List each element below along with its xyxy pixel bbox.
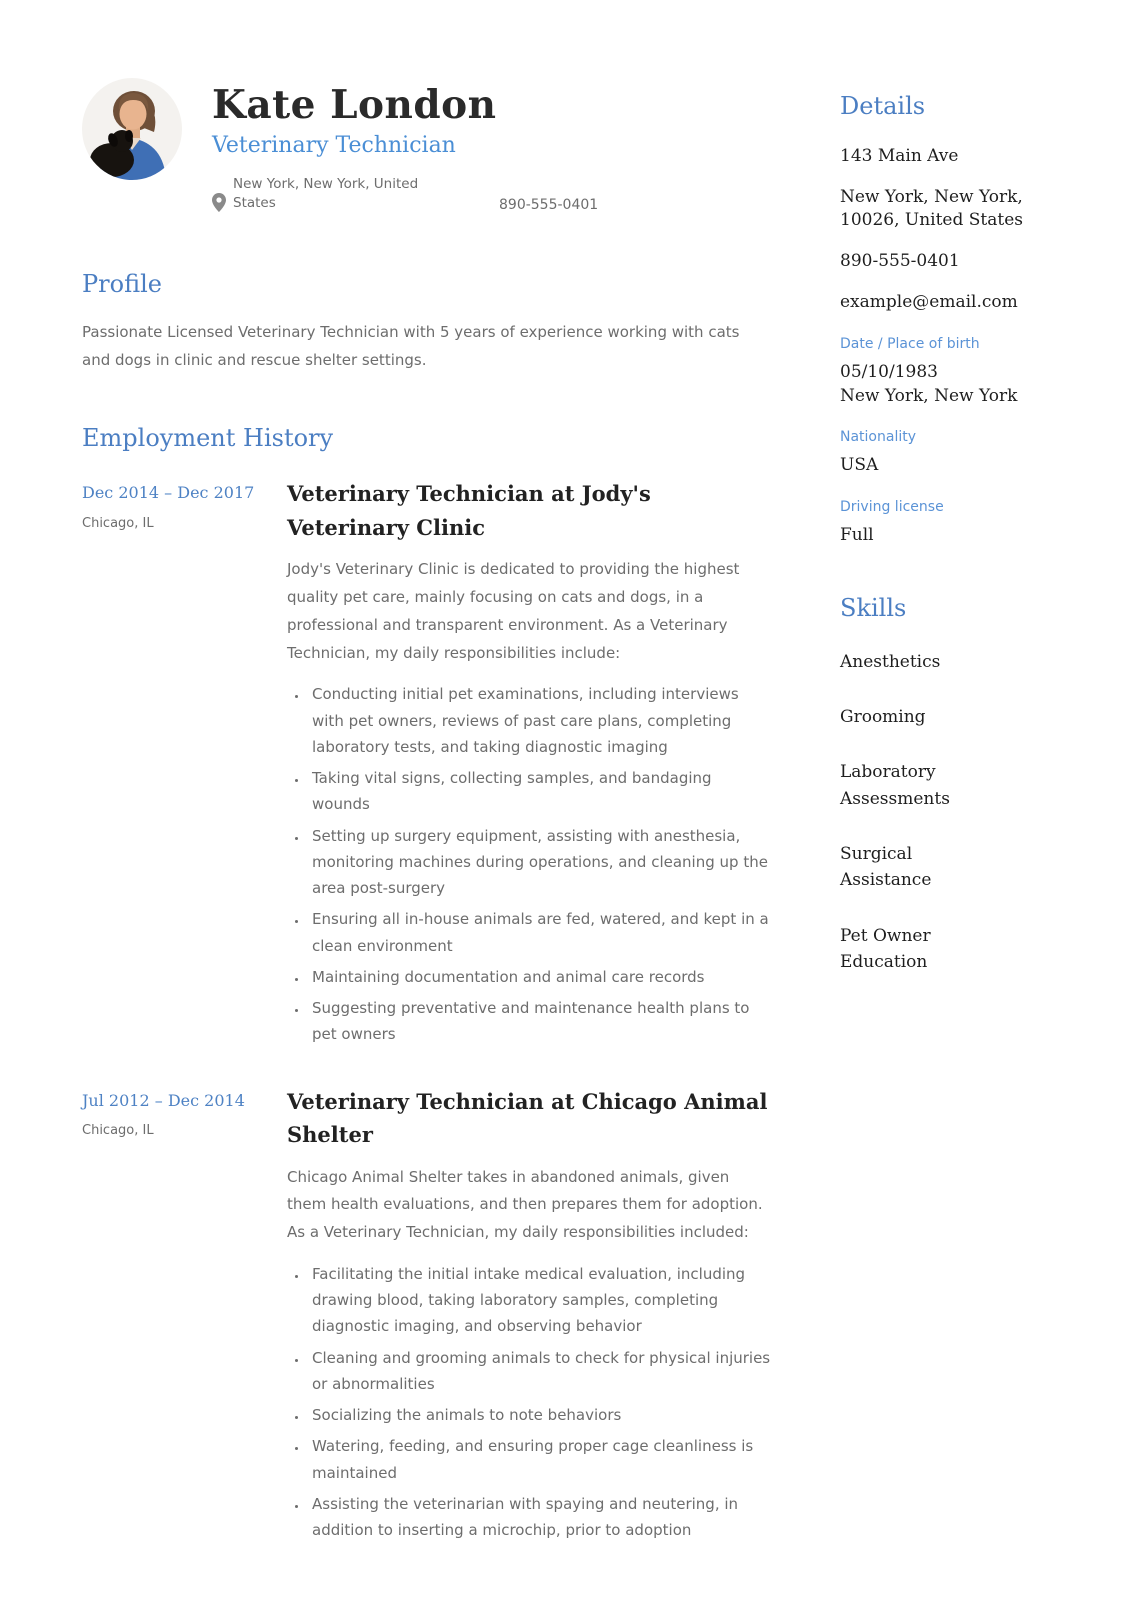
job-content [287, 1088, 772, 1549]
job-bullet: • Conducting initial pet examinations, including interviews with pet owners, reviews of past care plans, completing laboratory tests, and taking diagnostic imaging [308, 681, 772, 760]
resume-header [82, 75, 772, 214]
profile-section [82, 270, 772, 374]
job-bullet: • Ensuring all in-house animals are fed, watered, and kept in a clean environment [308, 906, 772, 959]
sidebar [840, 92, 1055, 1005]
person-job-title: Veterinary Technician [212, 132, 456, 158]
birth-date: 05/10/1983 [840, 361, 938, 382]
job-bullet: • Facilitating the initial intake medical evaluation, including drawing blood, taking laboratory samples, completing diagnostic imaging, and observing behavior [308, 1261, 772, 1340]
sidebar-phone: 890-555-0401 [840, 251, 960, 272]
job-bullet: • Watering, feeding, and ensuring proper cage cleanliness is maintained [308, 1433, 772, 1486]
skill-item: Anesthetics [840, 651, 941, 672]
job-bullet: • Assisting the veterinarian with spaying and neutering, in addition to inserting a microchip, prior to adoption [308, 1491, 772, 1544]
address-line2: New York, New York, 10026, United States [840, 186, 1024, 231]
job-description: Jody's Veterinary Clinic is dedicated to providing the highest quality pet care, mainly focusing on cats and dogs, in a professional and transparent environment. As a Veterinary Technician, my daily responsibilities include: [287, 560, 740, 662]
profile-text: Passionate Licensed Veterinary Technician with 5 years of experience working with cats and dogs in clinic and rescue shelter settings. [82, 322, 740, 369]
person-name: Kate London [212, 82, 497, 128]
job-bullet: • Taking vital signs, collecting samples, and bandaging wounds [308, 765, 772, 818]
job-meta [82, 1091, 287, 1549]
skill-item: Grooming [840, 707, 926, 728]
header-contact-row [212, 175, 598, 214]
address-line1: 143 Main Ave [840, 145, 959, 166]
job-content [287, 483, 772, 1052]
job-title: Veterinary Technician at Chicago Animal Shelter [287, 1088, 768, 1148]
job-bullet-list [287, 1261, 772, 1544]
employment-heading: Employment History [82, 424, 334, 453]
job-meta [82, 483, 287, 1052]
location-pin-icon [212, 193, 226, 212]
header-location [212, 175, 433, 214]
header-location-text: New York, New York, United States [233, 175, 419, 212]
header-phone: 890-555-0401 [499, 196, 599, 213]
job-bullet: • Maintaining documentation and animal care records [308, 964, 772, 990]
employment-section [82, 424, 772, 1548]
skills-heading: Skills [840, 593, 907, 622]
driving-license-label: Driving license [840, 499, 944, 516]
job-dates: Dec 2014 – Dec 2017 [82, 483, 255, 503]
avatar [82, 78, 182, 180]
profile-heading: Profile [82, 269, 162, 298]
job-bullet: • Cleaning and grooming animals to check for physical injuries or abnormalities [308, 1345, 772, 1398]
skill-item: Laboratory Assessments [840, 762, 950, 809]
birth-label: Date / Place of birth [840, 335, 980, 352]
details-heading: Details [840, 92, 926, 120]
main-column [82, 75, 772, 1586]
avatar-photo-icon [82, 78, 182, 180]
job-entry [82, 1088, 772, 1549]
job-location: Chicago, IL [82, 515, 154, 531]
job-bullet: • Suggesting preventative and maintenance health plans to pet owners [308, 995, 772, 1048]
sidebar-email: example@email.com [840, 291, 1018, 312]
skill-item: Pet Owner Education [840, 925, 931, 973]
job-location: Chicago, IL [82, 1123, 154, 1139]
job-entry [82, 483, 772, 1052]
job-dates: Jul 2012 – Dec 2014 [82, 1090, 245, 1110]
job-description: Chicago Animal Shelter takes in abandoned animals, given them health evaluations, and then prepares them for adoption. As a Veterinary Technician, my daily responsibilities included: [287, 1167, 763, 1242]
job-title: Veterinary Technician at Jody's Veterinary Clinic [287, 481, 651, 540]
job-bullet: • Setting up surgery equipment, assisting with anesthesia, monitoring machines during operations, and cleaning up the area post-surgery [308, 823, 772, 902]
birth-place: New York, New York [840, 385, 1018, 406]
header-text-block [212, 75, 598, 214]
driving-license-value: Full [840, 525, 874, 546]
job-bullet: • Socializing the animals to note behaviors [308, 1402, 772, 1428]
skill-item: Surgical Assistance [840, 844, 932, 891]
skills-section [840, 594, 1055, 976]
job-bullet-list [287, 681, 772, 1047]
nationality-label: Nationality [840, 429, 917, 446]
nationality-value: USA [840, 455, 879, 476]
